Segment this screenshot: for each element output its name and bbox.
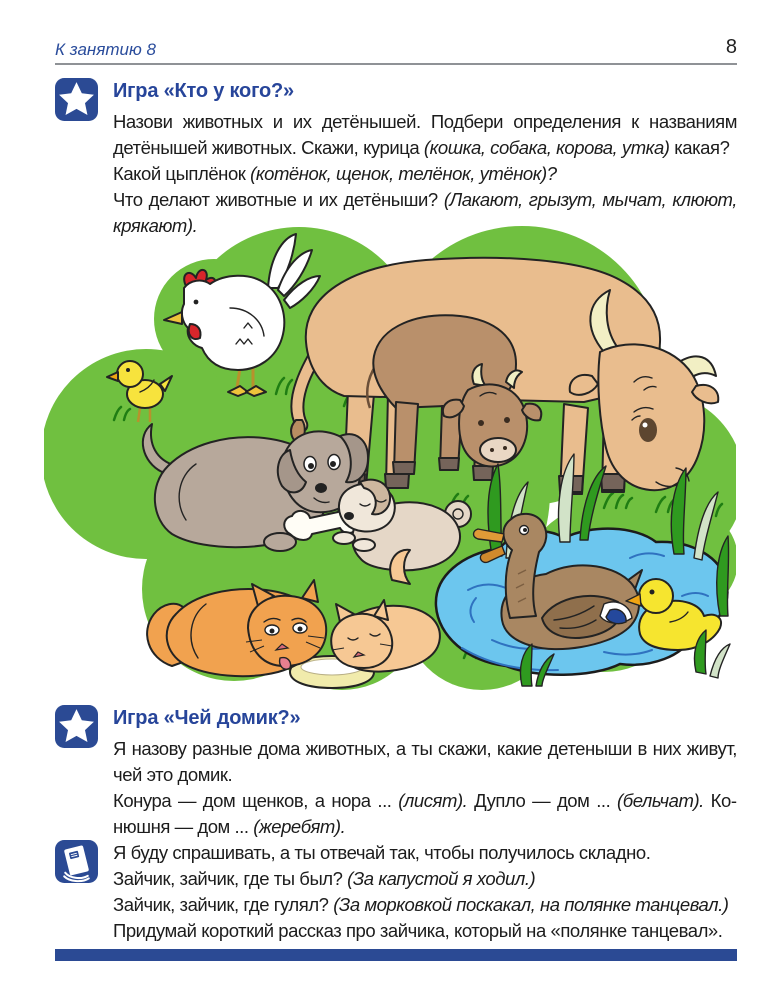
animals-illustration [44, 224, 736, 690]
book-icon [55, 840, 98, 883]
page-number: 8 [725, 36, 737, 58]
game-text: Конура — дом щенков, а нора ... (лисят). Дупло — дом ... (бельчат). Конюшня — дом ... (жеребят). [113, 790, 737, 837]
game-text: Я назову разные дома животных, а ты скажи, какие детеныши в них живут, чей это домик. [113, 738, 737, 785]
running-head: К занятию 8 [55, 40, 156, 59]
game-text: Какой цыплёнок (котёнок, щенок, телёнок, утёнок)? [113, 163, 557, 184]
section-game-2 [55, 705, 737, 840]
star-icon [55, 705, 98, 748]
game-text: Что делают животные и их детёныши? (Лакают, грызут, мычат, клюют, крякают). [113, 189, 737, 236]
task-text: Зайчик, зайчик, где ты был? (За капустой я ходил.) [113, 868, 536, 889]
task-text: Придумай короткий рассказ про зайчика, который на «полянке танцевал». [113, 920, 723, 941]
task-text: Я буду спрашивать, а ты отвечай так, чтобы получилось складно. [113, 842, 651, 863]
task-text: Зайчик, зайчик, где гулял? (За морковкой поскакал, на полянке танцевал.) [113, 894, 729, 915]
game-title: Игра «Чей домик?» [113, 707, 301, 729]
game-title: Игра «Кто у кого?» [113, 80, 294, 102]
section-game-1 [55, 78, 737, 239]
star-icon [55, 78, 98, 121]
header-rule [55, 63, 737, 65]
footer-bar [55, 949, 737, 961]
section-task [55, 840, 737, 944]
game-text: Назови животных и их детёнышей. Подбери определения к названиям детёнышей животных. Скажи, курица (кошка, собака, корова, утка) какая? [113, 111, 737, 158]
